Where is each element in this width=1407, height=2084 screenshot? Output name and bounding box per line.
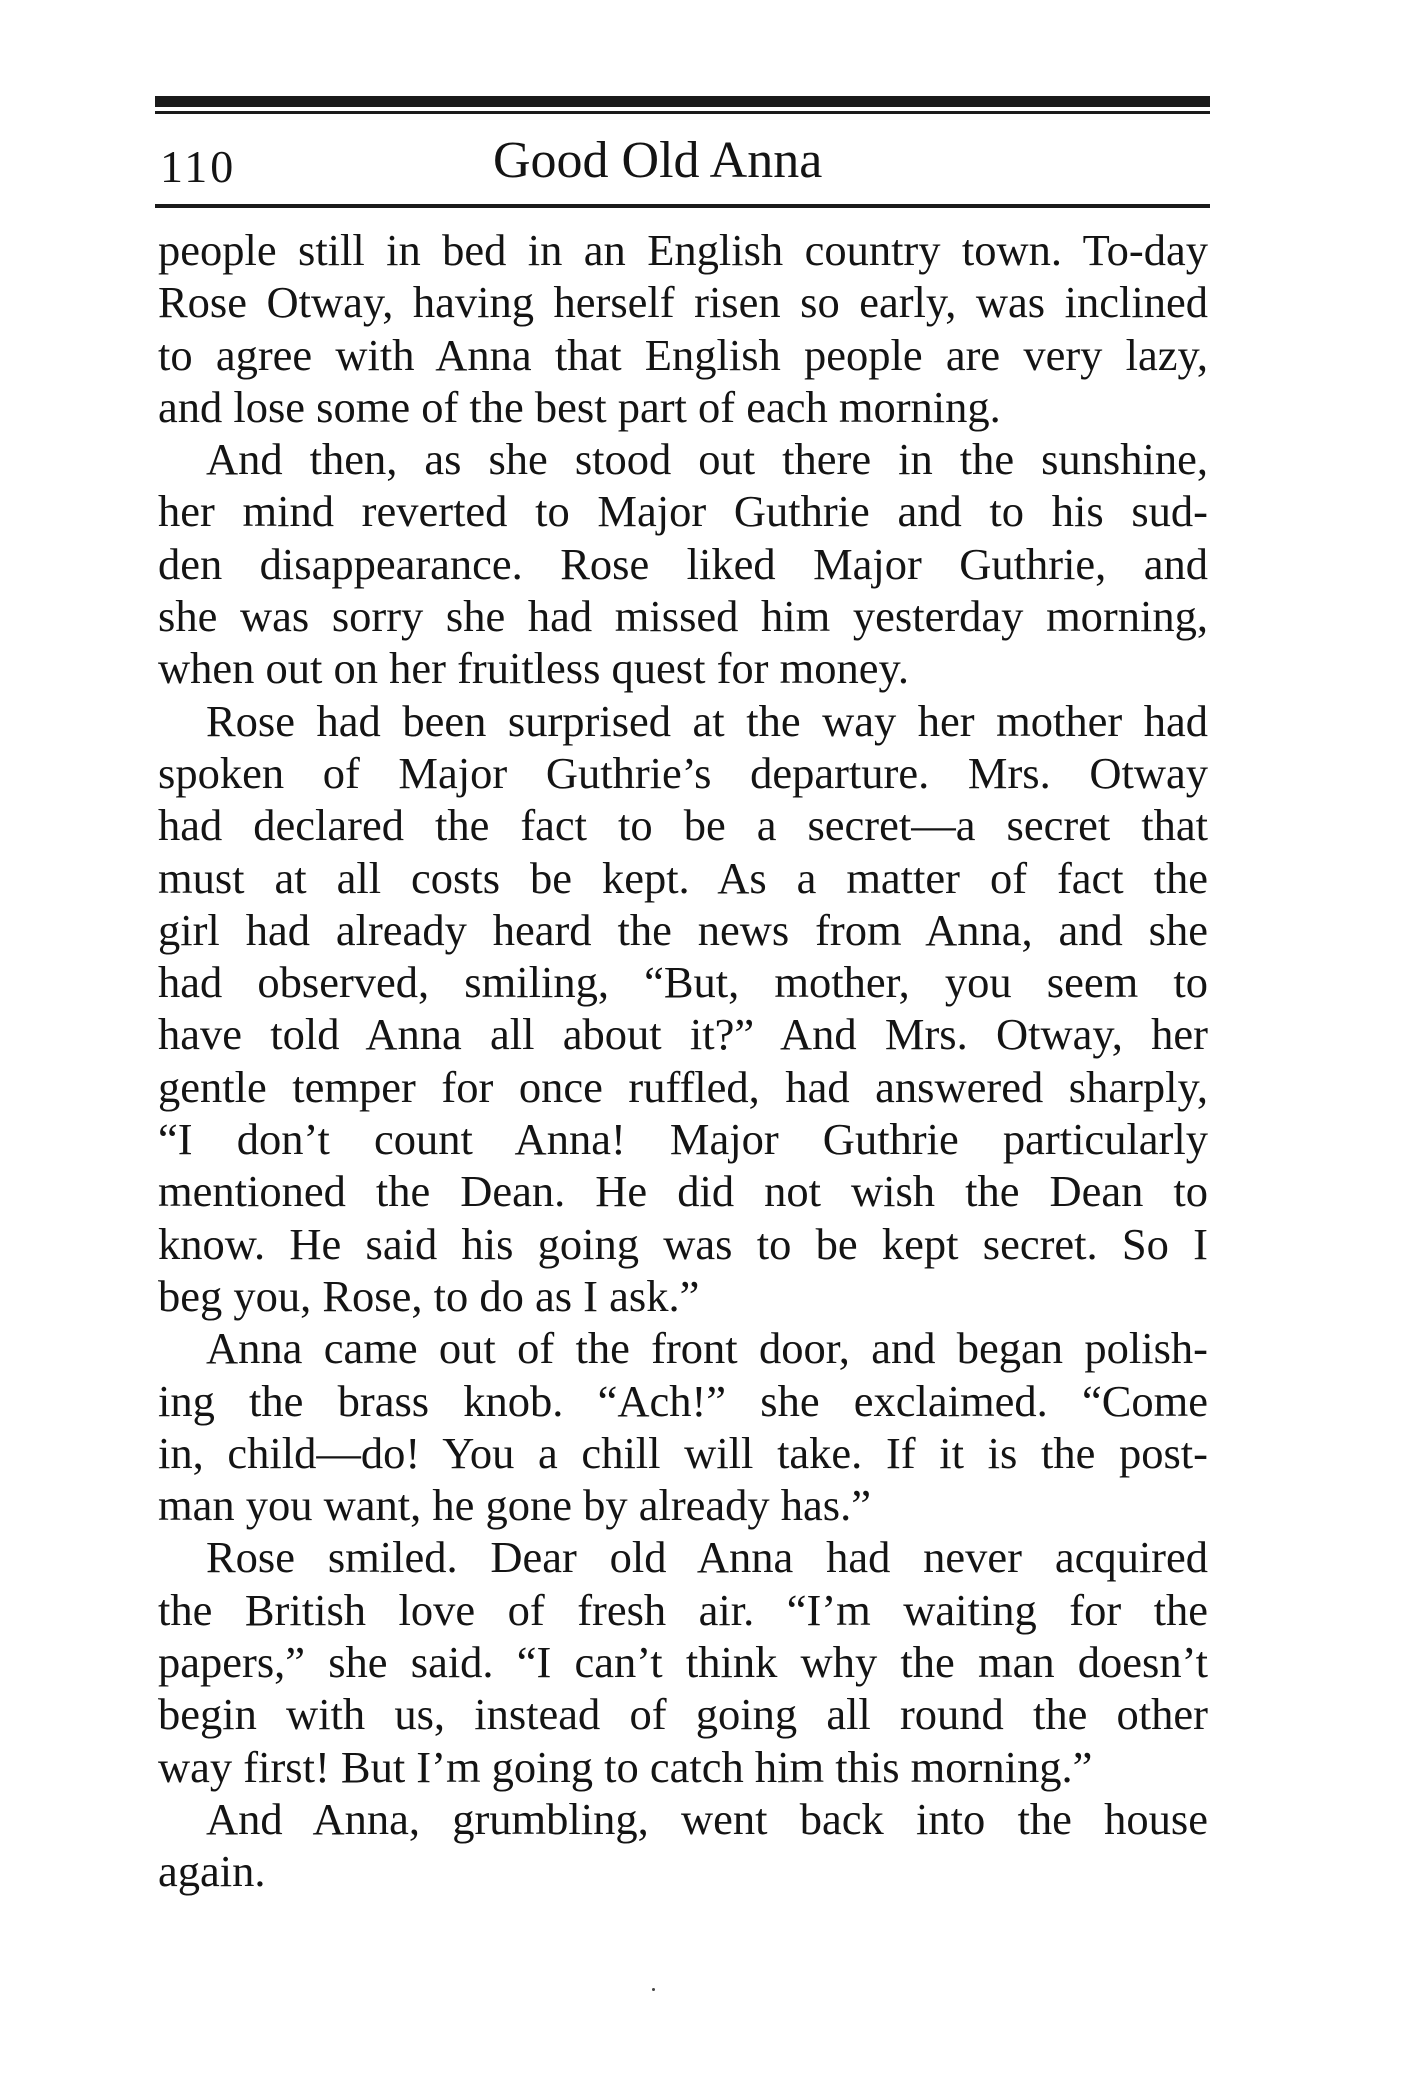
text-line: Anna came out of the front door, and began polish-	[206, 1323, 1208, 1374]
text-line: gentle temper for once ruffled, had answered sharply,	[158, 1061, 1208, 1112]
text-line: way first! But I’m going to catch him this morning.”	[158, 1741, 1093, 1792]
top-double-rule-thick	[155, 96, 1210, 107]
page-number: 110	[160, 141, 237, 192]
text-line: have told Anna all about it?” And Mrs. Otway, her	[158, 1009, 1208, 1060]
text-line: in, child—do! You a chill will take. If it is the post-	[158, 1427, 1208, 1478]
text-line: beg you, Rose, to do as I ask.”	[158, 1270, 700, 1321]
text-line: “I don’t count Anna! Major Guthrie particularly	[158, 1114, 1208, 1165]
body-text	[158, 224, 1208, 1898]
text-line: begin with us, instead of going all round the other	[158, 1689, 1208, 1740]
text-line: den disappearance. Rose liked Major Guthrie, and	[158, 538, 1208, 589]
text-line: mentioned the Dean. He did not wish the Dean to	[158, 1166, 1208, 1217]
header-rule	[155, 204, 1210, 208]
ink-speck	[652, 1988, 655, 1991]
text-line: man you want, he gone by already has.”	[158, 1480, 871, 1531]
text-line: again.	[158, 1846, 266, 1897]
text-line: she was sorry she had missed him yesterday morning,	[158, 591, 1208, 642]
text-line: spoken of Major Guthrie’s departure. Mrs. Otway	[158, 747, 1208, 798]
paragraph	[158, 433, 1208, 694]
text-line: Rose had been surprised at the way her mother had	[206, 695, 1208, 746]
paragraph	[158, 695, 1208, 1323]
text-line: And Anna, grumbling, went back into the house	[206, 1793, 1208, 1844]
text-line: Rose smiled. Dear old Anna had never acquired	[206, 1532, 1208, 1583]
text-line: had declared the fact to be a secret—a secret that	[158, 800, 1208, 851]
text-line: had observed, smiling, “But, mother, you seem to	[158, 957, 1208, 1008]
text-line: her mind reverted to Major Guthrie and to his sud-	[158, 486, 1208, 537]
top-double-rule-thin	[155, 111, 1210, 114]
text-line: to agree with Anna that English people are very lazy,	[158, 329, 1208, 380]
text-line: And then, as she stood out there in the sunshine,	[206, 434, 1208, 485]
text-line: must at all costs be kept. As a matter of fact the	[158, 852, 1208, 903]
text-line: and lose some of the best part of each morning.	[158, 381, 1001, 432]
text-line: girl had already heard the news from Anna, and she	[158, 904, 1208, 955]
text-line: Rose Otway, having herself risen so early, was inclined	[158, 277, 1208, 328]
text-line: people still in bed in an English country town. To-day	[158, 225, 1208, 275]
running-head	[160, 126, 1210, 206]
text-line: ing the brass knob. “Ach!” she exclaimed. “Come	[158, 1375, 1208, 1426]
text-line: papers,” she said. “I can’t think why the man doesn’t	[158, 1637, 1208, 1688]
paragraph	[158, 1531, 1208, 1792]
running-title: Good Old Anna	[493, 132, 823, 189]
text-line: the British love of fresh air. “I’m waiting for the	[158, 1584, 1208, 1635]
paragraph	[158, 1793, 1208, 1898]
text-line: know. He said his going was to be kept secret. So I	[158, 1218, 1208, 1269]
paragraph	[158, 1322, 1208, 1531]
paragraph	[158, 224, 1208, 433]
text-line: when out on her fruitless quest for money.	[158, 643, 909, 694]
